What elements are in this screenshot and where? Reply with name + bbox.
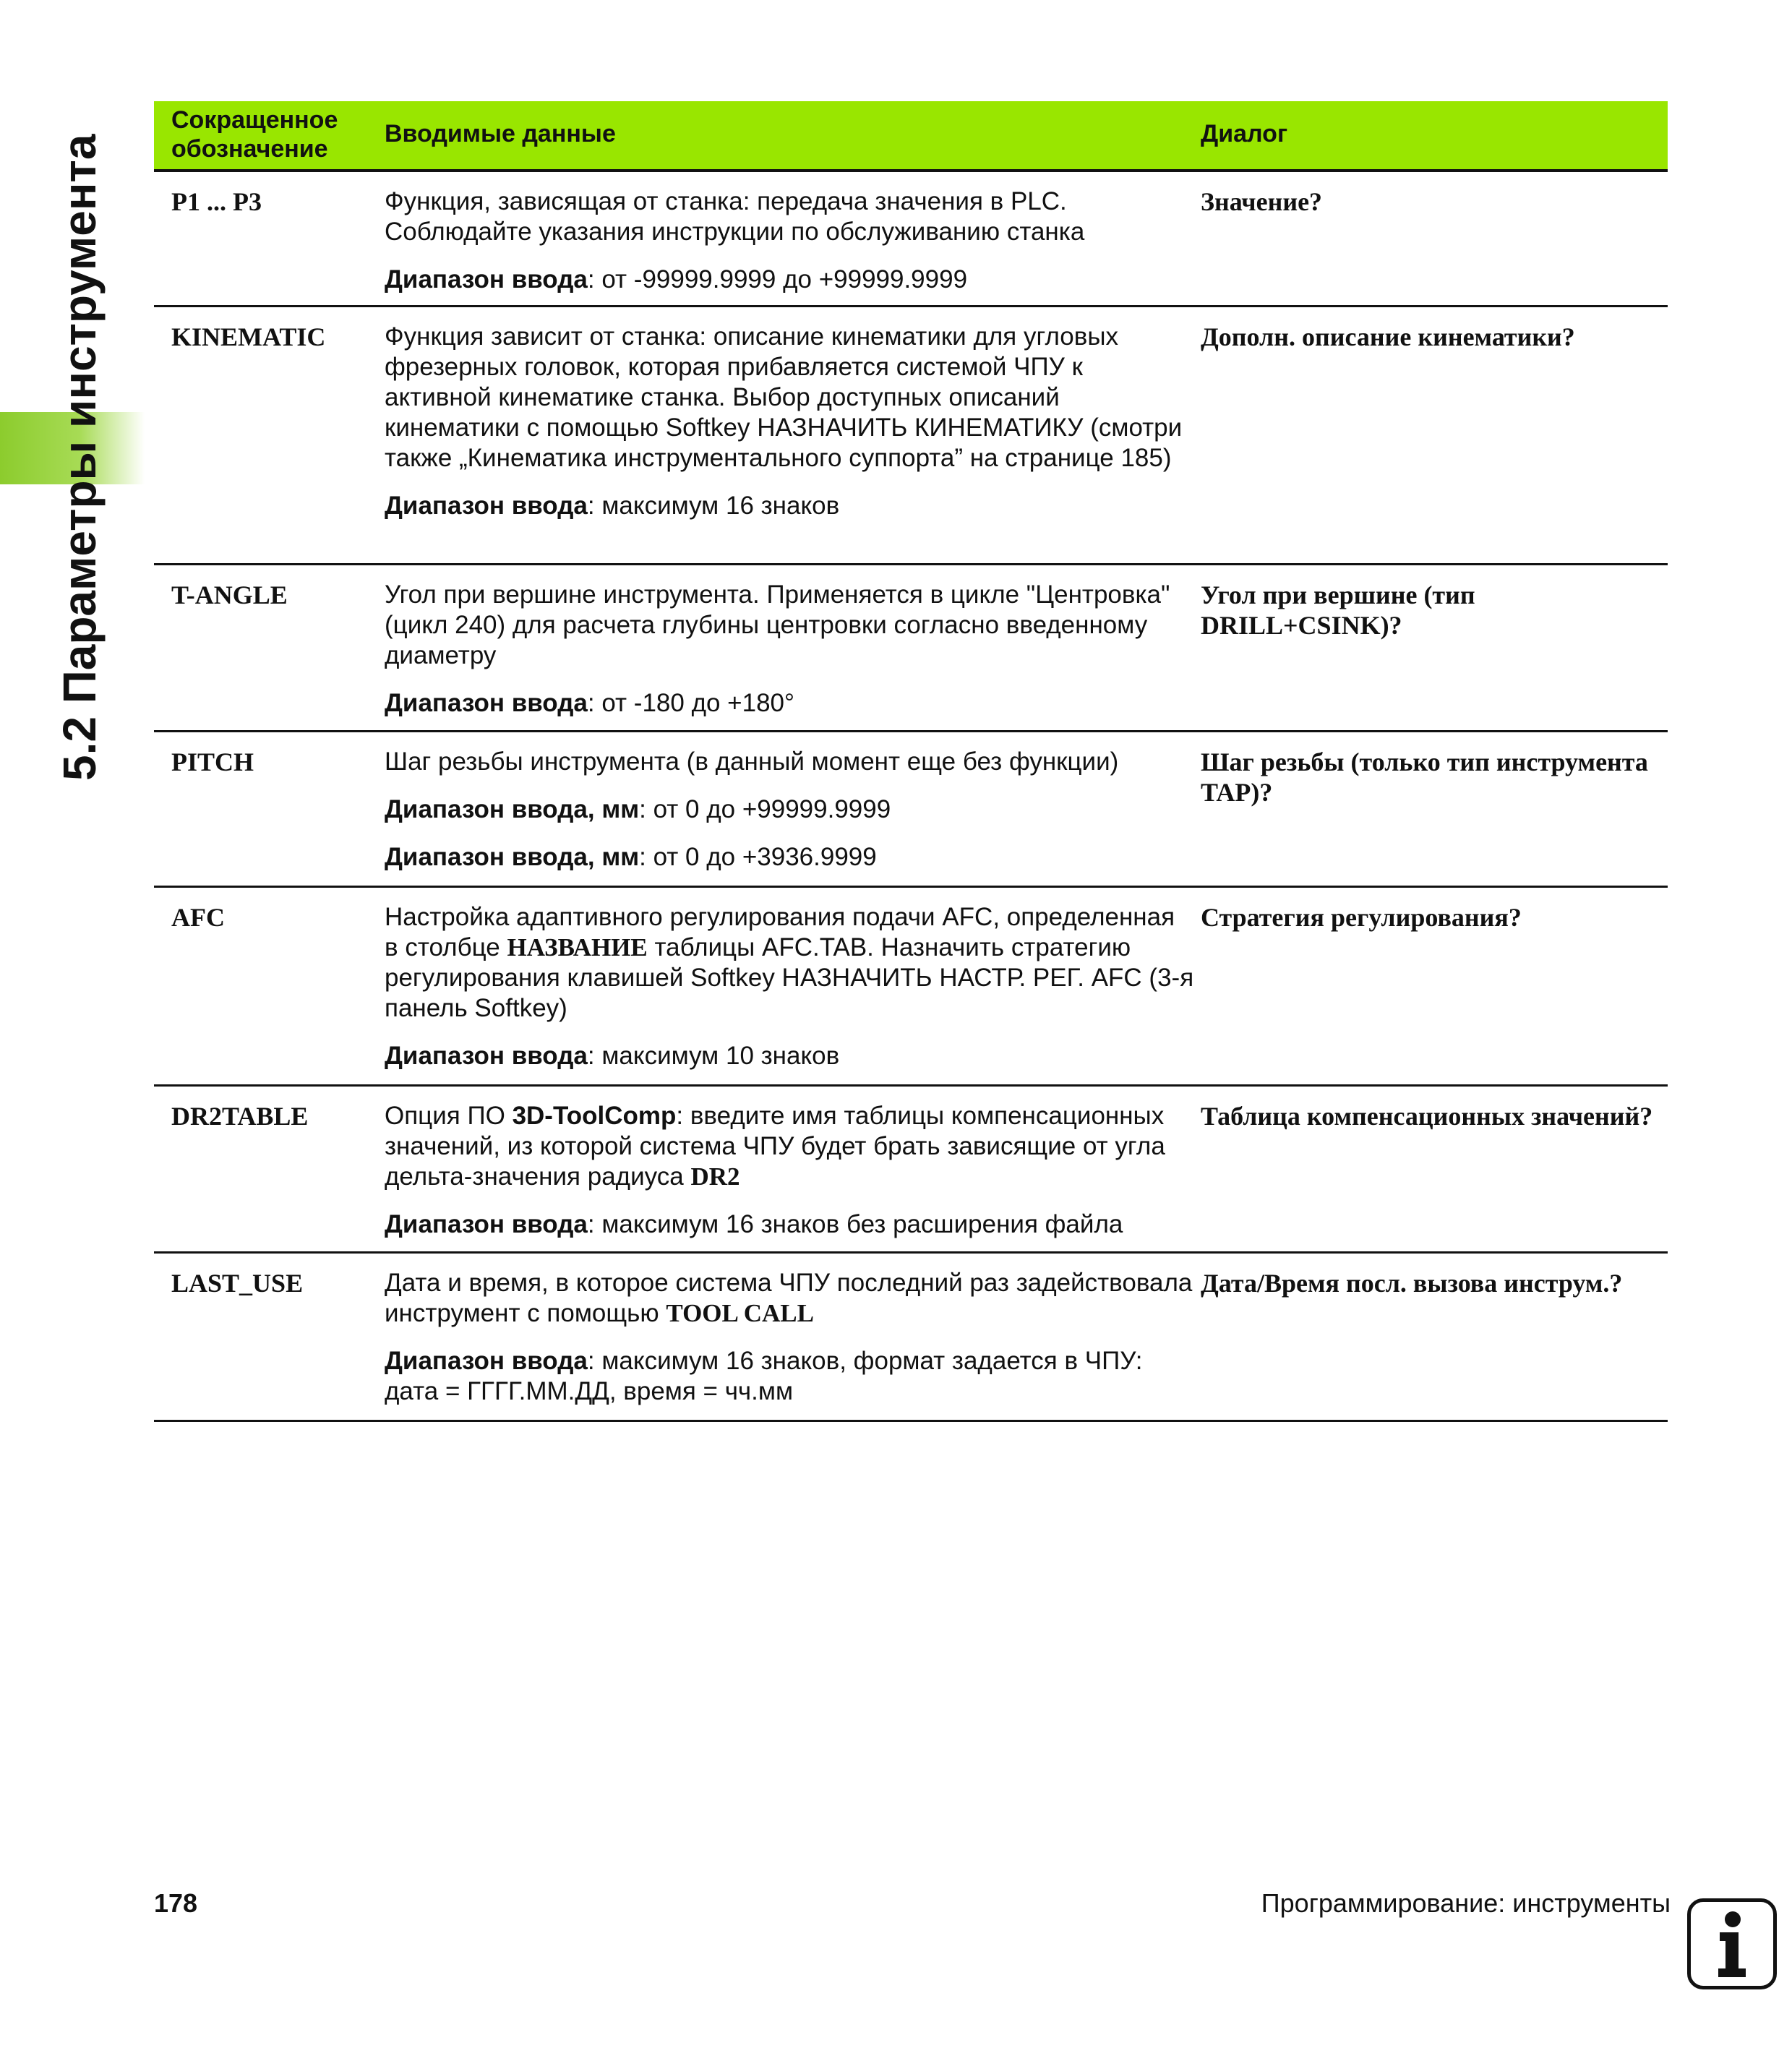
row-range bbox=[385, 1041, 1194, 1071]
row-dialog: Дополн. описание кинематики? bbox=[1201, 322, 1575, 351]
row-range bbox=[385, 1209, 1194, 1240]
range-label: Диапазон ввода, мм bbox=[385, 843, 640, 871]
row-abbr: P1 ... P3 bbox=[171, 187, 262, 216]
range-value: : максимум 16 знаков bbox=[587, 492, 840, 520]
range-value: : максимум 10 знаков bbox=[587, 1042, 840, 1070]
row-description bbox=[385, 1268, 1194, 1407]
info-glyph bbox=[1691, 1902, 1773, 1986]
range-value: : от -180 до +180° bbox=[587, 689, 795, 717]
row-description bbox=[385, 1101, 1194, 1240]
row-dialog: Дата/Время посл. вызова инструм.? bbox=[1201, 1269, 1623, 1298]
row-range bbox=[385, 794, 1194, 825]
row-range bbox=[385, 688, 1194, 719]
row-dialog: Значение? bbox=[1201, 187, 1323, 216]
tool-parameters-table bbox=[154, 101, 1668, 1422]
row-dialog: Таблица компенсационных значений? bbox=[1201, 1102, 1653, 1131]
range-label: Диапазон ввода bbox=[385, 1210, 588, 1238]
header-abbr: Сокращенное обозначение bbox=[171, 106, 338, 163]
table-row bbox=[154, 1254, 1668, 1422]
range-label: Диапазон ввода bbox=[385, 1347, 588, 1375]
table-row bbox=[154, 732, 1668, 888]
row-description bbox=[385, 322, 1194, 521]
range-value: : от -99999.9999 до +99999.9999 bbox=[587, 265, 968, 294]
range-label: Диапазон ввода bbox=[385, 492, 588, 520]
row-dialog: Стратегия регулирования? bbox=[1201, 903, 1522, 932]
row-range bbox=[385, 842, 1194, 873]
header-input: Вводимые данные bbox=[385, 120, 616, 147]
range-value: : от 0 до +99999.9999 bbox=[639, 795, 891, 823]
row-description bbox=[385, 747, 1194, 873]
row-desc-text: Функция зависит от станка: описание кинематики для угловых фрезерных головок, которая прибавляется системой ЧПУ к активной кинематике станка. Выбор доступных описаний кинематики с помощью Softkey НАЗНАЧИТЬ КИНЕМАТИКУ (смотри также „Кинематика инструментального суппорта” на странице 185) bbox=[385, 322, 1183, 472]
range-value: : от 0 до +3936.9999 bbox=[639, 843, 877, 871]
table-row bbox=[154, 888, 1668, 1087]
table-row bbox=[154, 1087, 1668, 1254]
row-abbr: LAST_USE bbox=[171, 1269, 304, 1298]
desc-keyword: 3D-ToolComp bbox=[512, 1102, 677, 1130]
info-icon bbox=[1687, 1898, 1777, 1989]
row-desc-text: Угол при вершине инструмента. Применяется в цикле "Центровка" (цикл 240) для расчета глубины центровки согласно введенному диаметру bbox=[385, 580, 1170, 669]
row-abbr: AFC bbox=[171, 903, 225, 932]
header-dialog: Диалог bbox=[1201, 120, 1288, 147]
row-abbr: T-ANGLE bbox=[171, 580, 288, 609]
desc-keyword: НАЗВАНИЕ bbox=[507, 933, 648, 961]
row-dialog: Шаг резьбы (только тип инструмента TAP)? bbox=[1201, 747, 1648, 807]
row-desc-text bbox=[385, 1101, 1194, 1192]
table-row bbox=[154, 307, 1668, 565]
row-range bbox=[385, 1346, 1194, 1407]
range-label: Диапазон ввода bbox=[385, 1042, 588, 1070]
row-description bbox=[385, 580, 1194, 719]
range-value: : максимум 16 знаков без расширения файла bbox=[587, 1210, 1123, 1238]
row-desc-text: Функция, зависящая от станка: передача значения в PLC. Соблюдайте указания инструкции по обслуживанию станка bbox=[385, 187, 1085, 246]
desc-part: таблицы AFC.TAB. Назначить стратегию регулирования клавишей Softkey НАЗНАЧИТЬ НАСТР. РЕГ. AFC (3-я панель Softkey) bbox=[385, 933, 1194, 1022]
desc-part: Настройка адаптивного регулирования подачи AFC, определенная в столбце bbox=[385, 903, 1175, 961]
desc-part: : введите имя таблицы компенсационных значений, из которой система ЧПУ будет брать зависящие от угла дельта-значения радиуса bbox=[385, 1102, 1165, 1191]
row-desc-text bbox=[385, 902, 1194, 1024]
desc-keyword: DR2 bbox=[690, 1162, 740, 1191]
range-value: : максимум 16 знаков, формат задается в ЧПУ: дата = ГГГГ.ММ.ДД, время = чч.мм bbox=[385, 1347, 1143, 1405]
table-header bbox=[154, 101, 1668, 172]
table-row bbox=[154, 172, 1668, 307]
row-abbr: PITCH bbox=[171, 747, 254, 776]
chapter-side-title: 5.2 Параметры инструмента bbox=[53, 134, 106, 781]
row-desc-text bbox=[385, 1268, 1194, 1329]
desc-part: Дата и время, в которое система ЧПУ последний раз задействовала инструмент с помощью bbox=[385, 1269, 1193, 1327]
range-label: Диапазон ввода, мм bbox=[385, 795, 640, 823]
desc-keyword: TOOL CALL bbox=[666, 1299, 814, 1327]
table-row bbox=[154, 565, 1668, 732]
range-label: Диапазон ввода bbox=[385, 689, 588, 717]
page-number: 178 bbox=[154, 1888, 198, 1918]
range-label: Диапазон ввода bbox=[385, 265, 588, 294]
row-abbr: KINEMATIC bbox=[171, 322, 326, 351]
row-desc-text: Шаг резьбы инструмента (в данный момент еще без функции) bbox=[385, 747, 1119, 776]
row-abbr: DR2TABLE bbox=[171, 1102, 309, 1131]
desc-part: Опция ПО bbox=[385, 1102, 513, 1130]
row-range bbox=[385, 265, 1194, 295]
row-description bbox=[385, 902, 1194, 1071]
row-range bbox=[385, 491, 1194, 521]
footer-chapter-title: Программирование: инструменты bbox=[1261, 1888, 1671, 1918]
row-dialog: Угол при вершине (тип DRILL+CSINK)? bbox=[1201, 580, 1475, 640]
row-description bbox=[385, 187, 1194, 295]
